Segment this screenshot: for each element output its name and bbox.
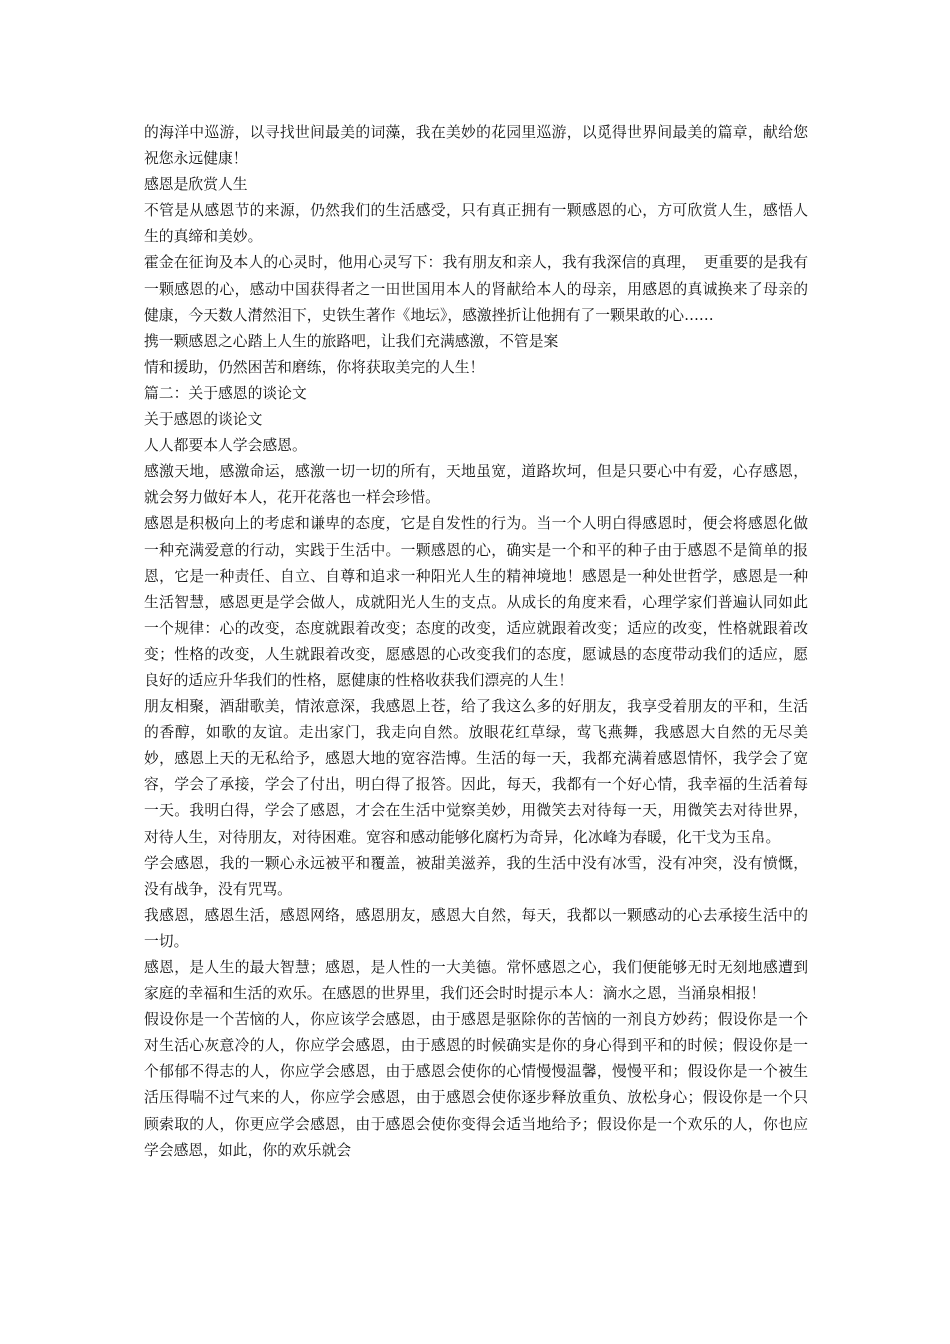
document-page: [144, 120, 808, 1164]
paragraph-4: 霍金在征询及本人的心灵时，他用心灵写下：我有朋友和亲人，我有我深信的真理， 更重要的是我有一颗感恩的心，感动中国获得者之一田世国用本人的肾献给本人的母亲，用感恩的真诚换来了母亲的健康，今天数人潸然泪下，史铁生著作《地坛》，感激挫折让他拥有了一颗果敢的心……: [144, 254, 808, 324]
paragraph-5: 携一颗感恩之心踏上人生的旅路吧，让我们充满感激，不管是案: [144, 332, 559, 350]
article-title: 关于感恩的谈论文: [144, 411, 263, 429]
paragraph-6: 情和援助，仍然困苦和磨练，你将获取美完的人生！: [144, 358, 485, 376]
paragraph-16: 假设你是一个苦恼的人，你应该学会感恩，由于感恩是驱除你的苦恼的一剂良方妙药；假设你是一个对生活心灰意冷的人，你应学会感恩，由于感恩的时候确实是你的身心得到平和的时候；假设你是一个郁郁不得志的人，你应学会感恩，由于感恩会使你的心情慢慢温馨，慢慢平和；假设你是一个被生活压得喘不过气来的人，你应学会感恩，由于感恩会使你逐步释放重负、放松身心；假设你是一个只顾索取的人，你更应学会感恩，由于感恩会使你变得会适当地给予；假设你是一个欢乐的人，你也应学会感恩，如此，你的欢乐就会: [144, 1011, 808, 1159]
paragraph-13: 学会感恩，我的一颗心永远被平和覆盖，被甜美滋养，我的生活中没有冰雪，没有冲突，没有愤慨，没有战争，没有咒骂。: [144, 854, 808, 898]
paragraph-9: 人人都要本人学会感恩。: [144, 437, 307, 455]
paragraph-14: 我感恩，感恩生活，感恩网络，感恩朋友，感恩大自然，每天，我都以一颗感动的心去承接生活中的一切。: [144, 906, 808, 950]
paragraph-10: 感激天地，感激命运，感激一切一切的所有，天地虽宽，道路坎坷，但是只要心中有爱，心存感恩，就会努力做好本人，花开花落也一样会珍惜。: [144, 463, 808, 507]
paragraph-2: 感恩是欣赏人生: [144, 176, 248, 194]
paragraph-15: 感恩，是人生的最大智慧；感恩，是人性的一大美德。常怀感恩之心，我们便能够无时无刻地感遭到家庭的幸福和生活的欢乐。在感恩的世界里，我们还会时时提示本人：滴水之恩，当涌泉相报！: [144, 959, 808, 1003]
paragraph-12: 朋友相聚，酒甜歌美，情浓意深，我感恩上苍，给了我这么多的好朋友，我享受着朋友的平和，生活的香醇，如歌的友谊。走出家门，我走向自然。放眼花红草绿，莺飞燕舞，我感恩大自然的无尽美妙，感恩上天的无私给予，感恩大地的宽容浩博。生活的每一天，我都充满着感恩情怀，我学会了宽容，学会了承接，学会了付出，明白得了报答。因此，每天，我都有一个好心情，我幸福的生活着每一天。我明白得，学会了感恩，才会在生活中觉察美妙，用微笑去对待每一天，用微笑去对待世界，对待人生，对待朋友，对待困难。宽容和感动能够化腐朽为奇异，化冰峰为春暖，化干戈为玉帛。: [144, 698, 808, 846]
paragraph-11: 感恩是积极向上的考虑和谦卑的态度，它是自发性的行为。当一个人明白得感恩时，便会将感恩化做一种充满爱意的行动，实践于生活中。一颗感恩的心，确实是一个和平的种子由于感恩不是简单的报恩，它是一种责任、自立、自尊和追求一种阳光人生的精神境地！感恩是一种处世哲学，感恩是一种生活智慧，感恩更是学会做人，成就阳光人生的支点。从成长的角度来看，心理学家们普遍认同如此一个规律：心的改变，态度就跟着改变；态度的改变，适应就跟着改变；适应的改变，性格就跟着改变；性格的改变，人生就跟着改变，愿感恩的心改变我们的态度，愿诚恳的态度带动我们的适应，愿良好的适应升华我们的性格，愿健康的性格收获我们漂亮的人生！: [144, 515, 808, 689]
paragraph-1: 的海洋中巡游，以寻找世间最美的词藻，我在美妙的花园里巡游，以觅得世界间最美的篇章，献给您祝您永远健康！: [144, 124, 808, 168]
paragraph-3: 不管是从感恩节的来源，仍然我们的生活感受，只有真正拥有一颗感恩的心，方可欣赏人生，感悟人生的真缔和美妙。: [144, 202, 808, 246]
section-heading: 篇二：关于感恩的谈论文: [144, 384, 307, 402]
